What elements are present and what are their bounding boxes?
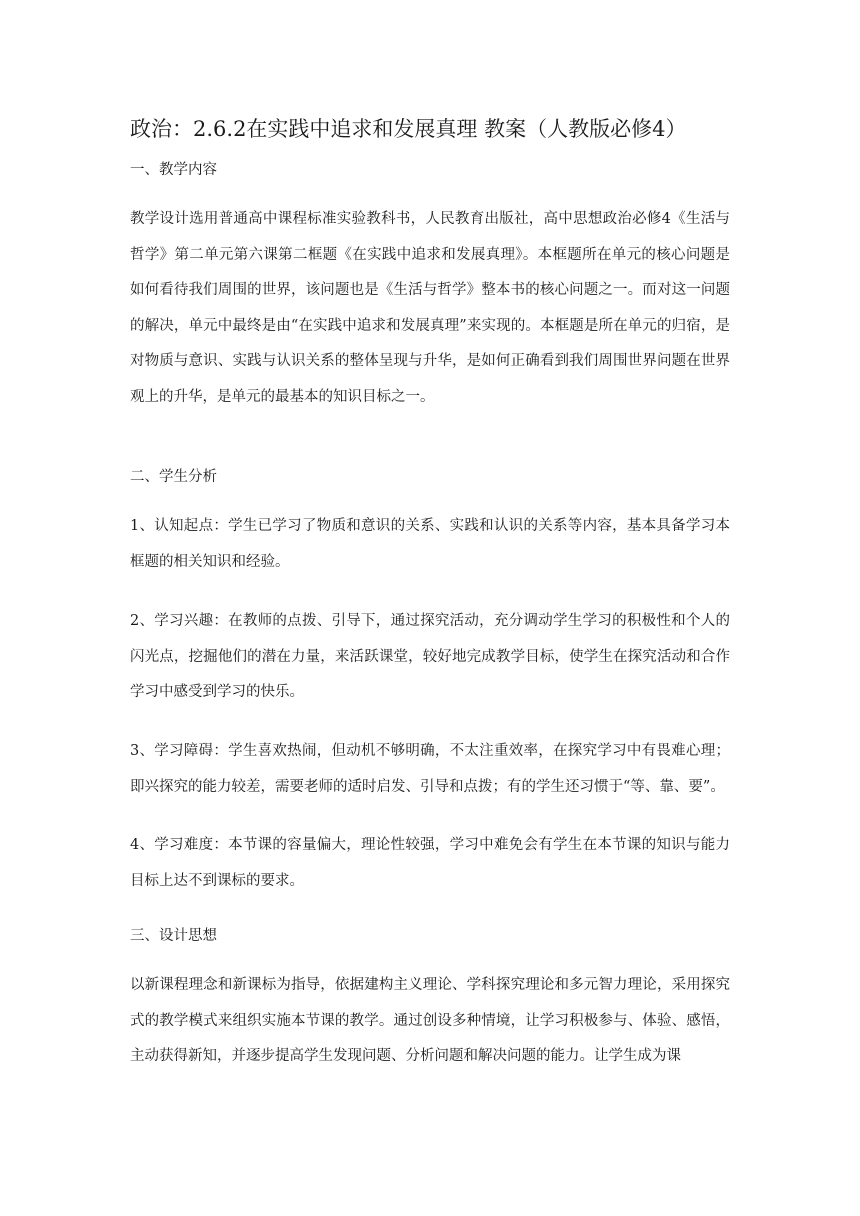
document-title: 政治：2.6.2在实践中追求和发展真理 教案（人教版必修4） bbox=[130, 117, 687, 141]
paragraph-design-idea: 以新课程理念和新课标为指导，依据建构主义理论、学科探究理论和多元智力理论，采用探究式的教学模式来组织实施本节课的教学。通过创设多种情境，让学习积极参与、体验、感悟，主动获得新知，并逐步提高学生发现问题、分析问题和解决问题的能力。让学生成为课 bbox=[130, 977, 730, 1064]
paragraph-learning-difficulty: 4、学习难度：本节课的容量偏大，理论性较强，学习中难免会有学生在本节课的知识与能力目标上达不到课标的要求。 bbox=[130, 837, 730, 889]
section-heading-student-analysis: 二、学生分析 bbox=[130, 469, 217, 485]
paragraph-teaching-content: 教学设计选用普通高中课程标准实验教科书，人民教育出版社，高中思想政治必修4《生活与哲学》第二单元第六课第二框题《在实践中追求和发展真理》。本框题所在单元的核心问题是如何看待我们周围的世界，该问题也是《生活与哲学》整本书的核心问题之一。而对这一问题的解决，单元中最终是由“在实践中追求和发展真理”来实现的。本框题是所在单元的归宿，是对物质与意识、实践与认识关系的整体呈现与升华，是如何正确看到我们周围世界问题在世界观上的升华，是单元的最基本的知识目标之一。 bbox=[130, 211, 730, 405]
paragraph-learning-interest: 2、学习兴趣：在教师的点拨、引导下，通过探究活动，充分调动学生学习的积极性和个人的闪光点，挖掘他们的潜在力量，来活跃课堂，较好地完成教学目标，使学生在探究活动和合作学习中感受到学习的快乐。 bbox=[130, 613, 730, 700]
section-heading-design-idea: 三、设计思想 bbox=[130, 928, 217, 944]
paragraph-learning-obstacles: 3、学习障碍：学生喜欢热闹，但动机不够明确，不太注重效率，在探究学习中有畏难心理；即兴探究的能力较差，需要老师的适时启发、引导和点拨；有的学生还习惯于“等、靠、要”。 bbox=[130, 743, 730, 795]
paragraph-cognitive-start: 1、认知起点：学生已学习了物质和意识的关系、实践和认识的关系等内容，基本具备学习本框题的相关知识和经验。 bbox=[130, 518, 730, 570]
section-heading-teaching-content: 一、教学内容 bbox=[130, 162, 217, 178]
